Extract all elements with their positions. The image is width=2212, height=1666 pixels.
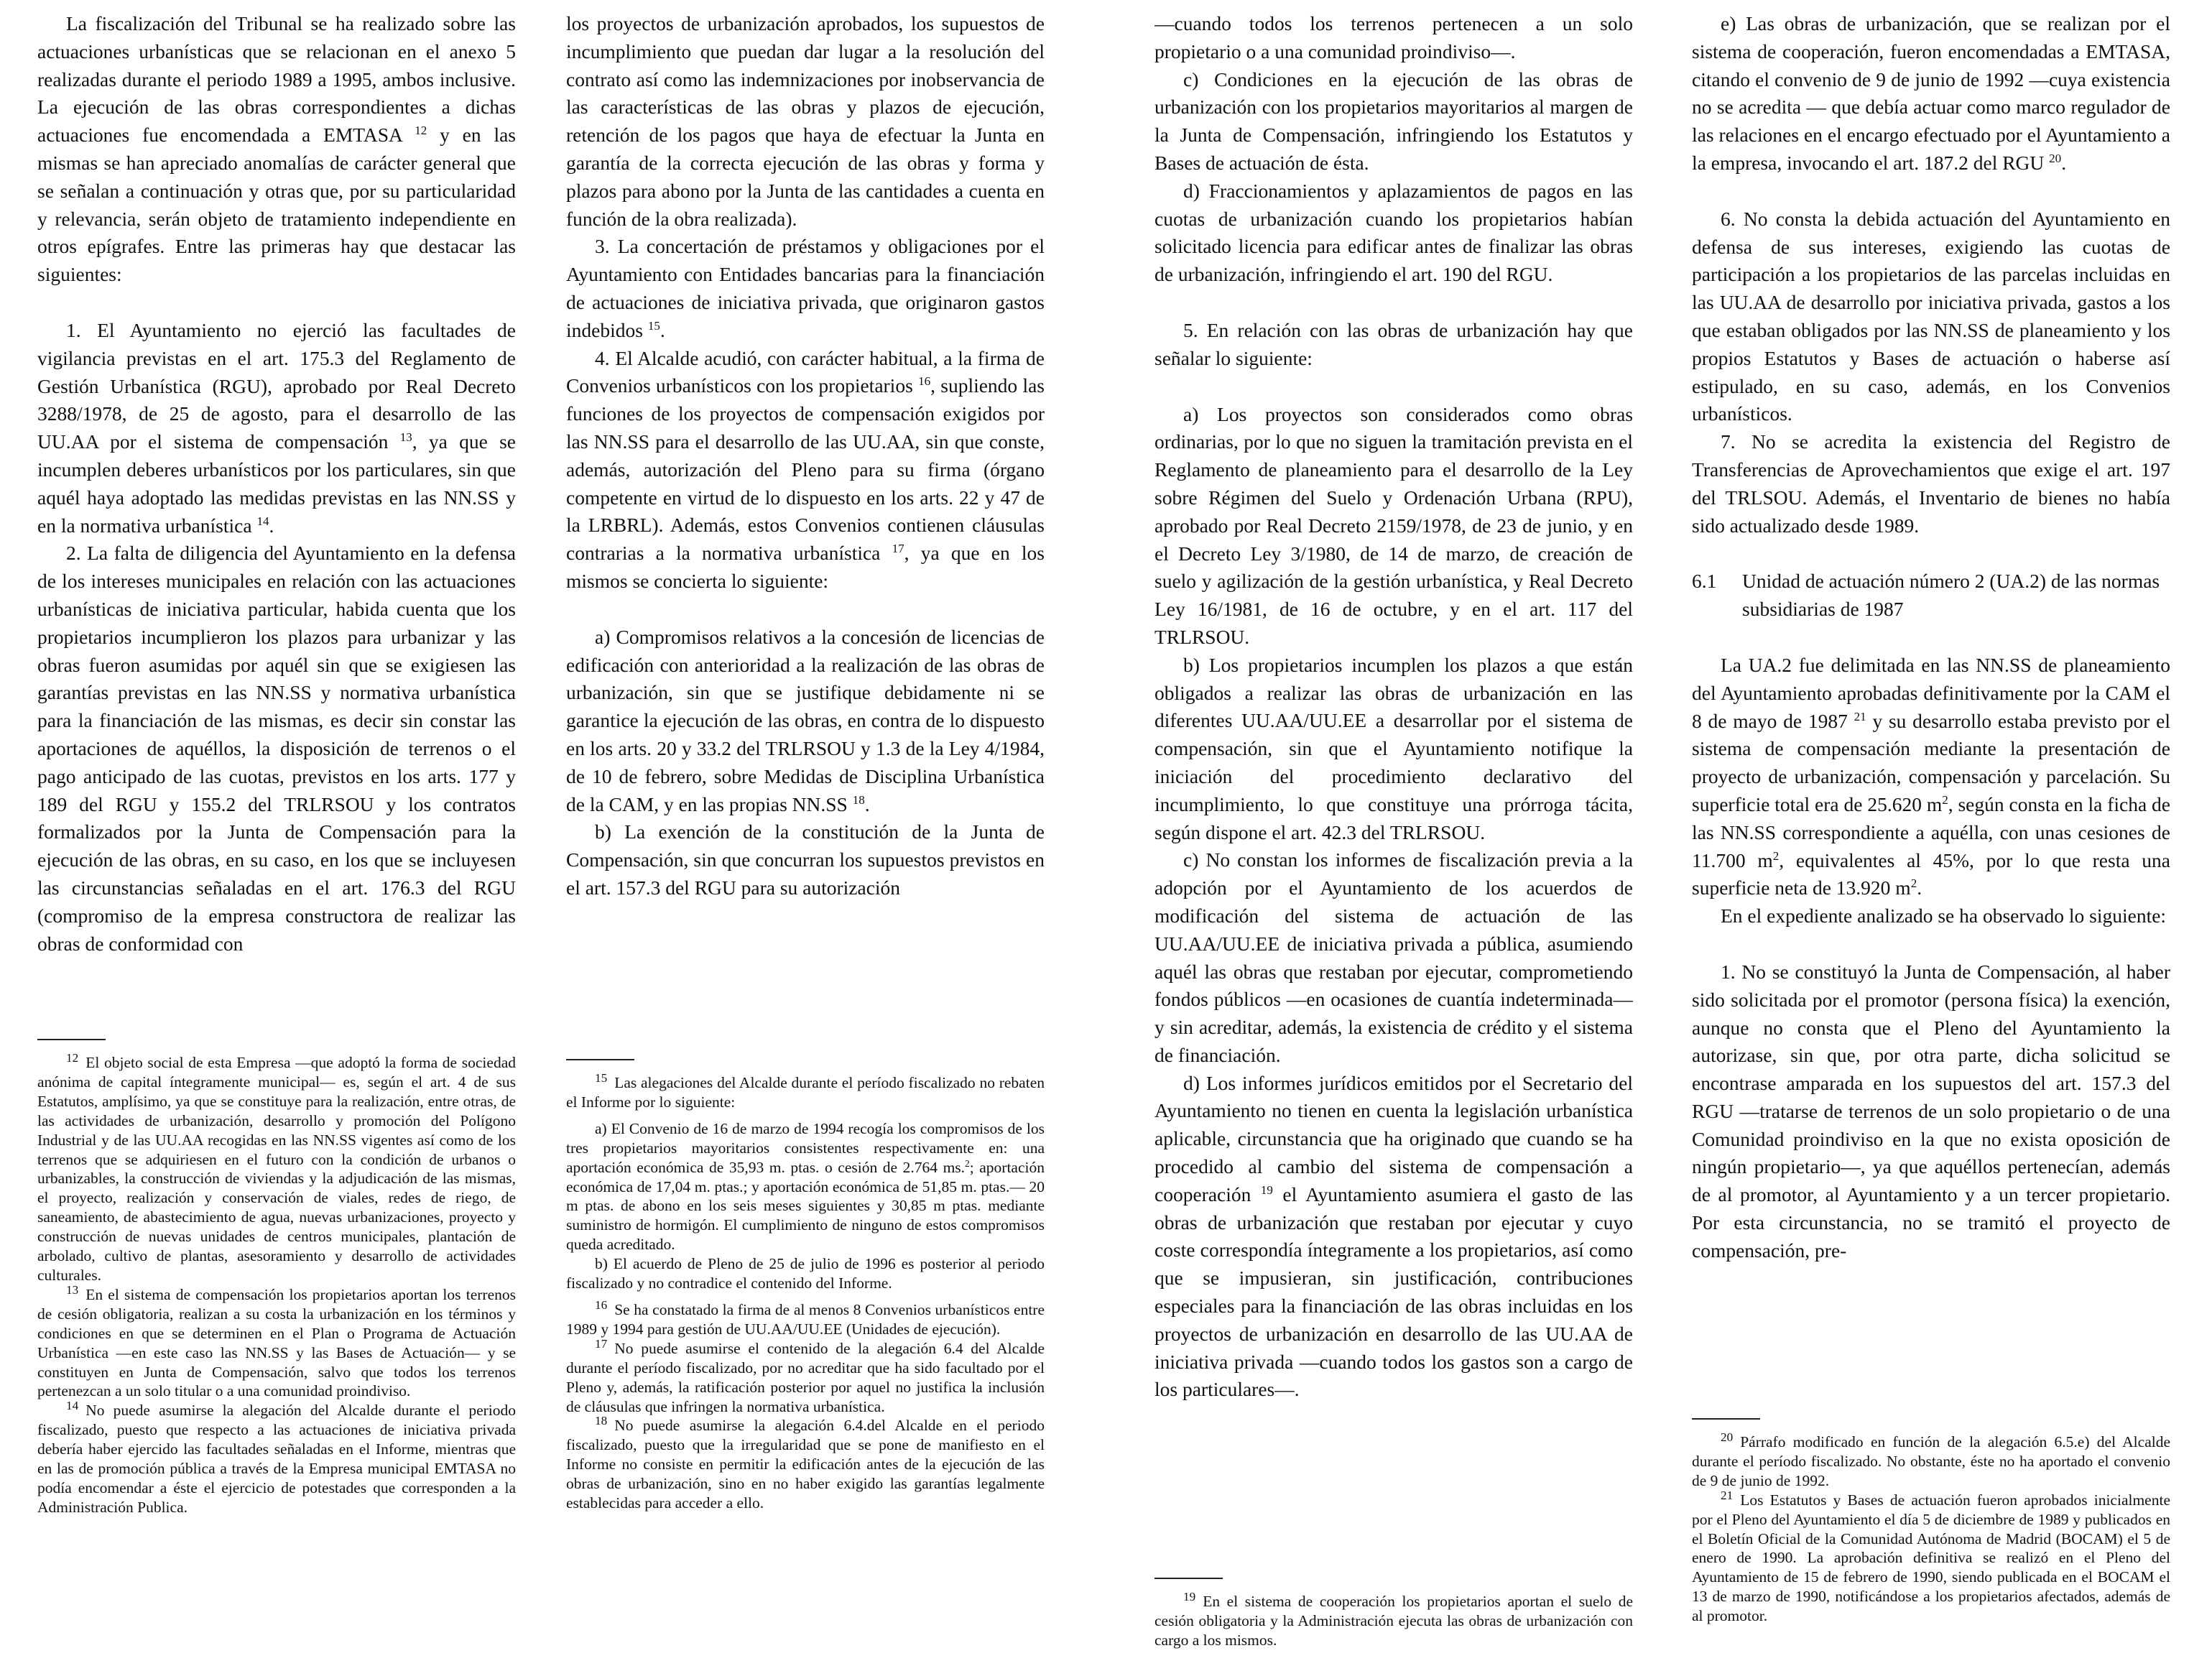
footnote-12: $^{12}$ El objeto social de esta Empresa —que adoptó la forma de sociedad anónima de capital íntegramente municipal— es, según el art. 4 de sus Estatutos, amplísimo, ya que se constituye para la realización, entre otras, de las actividades de urbanización, desarrollo y promoción del Polígono Industrial y de las UU.AA recogidas en las NN.SS vigentes así como de los terrenos que se adquiriesen en el futuro con la condición de urbanos o urbanizables, la construcción de viviendas y la adjudicación de las mismas, el proyecto, realización y conservación de viales, redes de riego, de saneamiento, de abastecimiento de agua, nuevas urbanizaciones, proyecto y construcción de nuevas unidades de centros municipales, plantación de arbolado, cultivo de plantas, asesoramiento y desarrollo de actividades culturales. — [37, 1050, 516, 1284]
section-heading: 6.1 Unidad de actuación número 2 (UA.2) de las normas subsidiarias de 1987 — [1692, 570, 2160, 621]
paragraph: b) La exención de la constitución de la Junta de Compensación, sin que concurran los supuestos previstos en el art. 157.3 del RGU para su autorización — [566, 820, 1045, 899]
paragraph: b) Los propietarios incumplen los plazos a que están obligados a realizar las obras de urbanización en las diferentes UU.AA/UU.EE a desarrollar por el sistema de compensación, sin que el Ayuntamiento notifique la iniciación del procedimiento declarativo del incumplimiento, lo que constituye una prórroga tácita, según dispone el art. 42.3 del TRLRSOU. — [1154, 653, 1633, 843]
footnotes — [1154, 1589, 1633, 1650]
column-4-body — [1692, 10, 2170, 1265]
footnote-ref: 17 — [892, 541, 904, 555]
footnote-ref: 20 — [2049, 151, 2062, 165]
paragraph: 4. El Alcalde acudió, con carácter habitual, a la firma de Convenios urbanísticos con los propietarios $^{16}$, supliendo las funciones de los proyectos de compensación exigidos por las NN.SS para el desarrollo de las UU.AA, sin que conste, además, autorización del Pleno para su firma (órgano competente en virtud de lo dispuesto en los arts. 22 y 47 de la LRBRL). Además, estos Convenios contienen cláusulas contrarias a la normativa urbanística $^{17}$, ya que en los mismos se concierta lo siguiente: — [566, 346, 1045, 592]
footnote-14: $^{14}$ No puede asumirse la alegación del Alcalde durante el periodo fiscalizado, puesto que respecto a las actuaciones de iniciativa privada debería haber ejercido las facultades señaladas en el Informe, mientras que en las de promoción pública a través de la Empresa municipal EMTASA no podía encomendar a éste el ejercicio de potestades que corresponden a la Administración Publica. — [37, 1399, 516, 1516]
footnote-19: $^{19}$ En el sistema de cooperación los propietarios aportan el suelo de cesión obligatoria y la Administración ejecuta las obras de urbanización con cargo a los mismos. — [1154, 1589, 1633, 1649]
paragraph: La fiscalización del Tribunal se ha realizado sobre las actuaciones urbanísticas que se relacionan en el anexo 5 realizadas durante el periodo 1989 a 1995, ambos inclusive. La ejecución de las obras correspondientes a dichas actuaciones fue encomendada a EMTASA $^{12}$ y en las mismas se han apreciado anomalías de carácter general que se señalan a continuación y otras que, por su particularidad y relevancia, serán objeto de tratamiento independiente en otros epígrafes. Entre las primeras hay que destacar las siguientes: — [37, 12, 516, 286]
column-3 — [1154, 10, 1633, 1655]
footnote-15: $^{15}$ Las alegaciones del Alcalde durante el período fiscalizado no rebaten el Informe por lo siguiente: — [566, 1070, 1045, 1111]
footnote-17: $^{17}$ No puede asumirse el contenido de la alegación 6.4 del Alcalde durante el período fiscalizado, por no acreditar que ha sido facultado por el Pleno y, además, la ratificación posterior por aquel no justifica la inclusión de cláusulas que infringen la normativa urbanística. — [566, 1336, 1045, 1415]
footnote-18: $^{18}$ No puede asumirse la alegación 6.4.del Alcalde en el periodo fiscalizado, puesto que la irregularidad que se pone de manifiesto en el Informe no consiste en permitir la edificación antes de la ejecución de las obras de urbanización, sino en no haber exigido las garantías legalmente establecidas para acceder a ello. — [566, 1414, 1045, 1512]
column-1 — [37, 10, 516, 1655]
footnote-ref: 12 — [415, 124, 427, 138]
footnote-divider — [1692, 1418, 1760, 1420]
footnote-ref: 19 — [1260, 1183, 1273, 1197]
column-2-body — [566, 10, 1045, 902]
paragraph: a) Los proyectos son considerados como obras ordinarias, por lo que no siguen la tramitación prevista en el Reglamento de planeamiento para el desarrollo de la Ley sobre Régimen del Suelo y Ordenación Urbana (RPU), aprobado por Real Decreto 2159/1978, de 23 de junio, y en el Decreto Ley 3/1980, de 14 de marzo, de creación de suelo y agilización de la gestión urbanística, y Real Decreto Ley 16/1981, de 16 de octubre, y en el art. 117 del TRLRSOU. — [1154, 402, 1633, 648]
footnote-16: $^{16}$ Se ha constatado la firma de al menos 8 Convenios urbanísticos entre 1989 y 1994 para gestión de UU.AA/UU.EE (Unidades de ejecución). — [566, 1297, 1045, 1338]
column-2 — [566, 10, 1045, 1655]
footnotes — [37, 1050, 516, 1517]
paragraph: c) Condiciones en la ejecución de las obras de urbanización con los propietarios mayoritarios al margen de la Junta de Compensación, infringiendo los Estatutos y Bases de actuación de ésta. — [1154, 68, 1633, 174]
column-4 — [1692, 10, 2170, 1655]
paragraph: 1. No se constituyó la Junta de Compensación, al haber sido solicitada por el promotor (persona física) la exención, aunque no consta que el Pleno del Ayuntamiento la autorizase, sin que, por otra parte, dicha solicitud se encontrase amparada en los supuestos del art. 157.3 del RGU —tratarse de terrenos de un solo propietario o de una Comunidad proindiviso en la que no exista oposición de ningún propietario—, ya que aquéllos pertenecían, además de al promotor, al Ayuntamiento y a un tercer propietario. Por esta circunstancia, no se tramitó el proyecto de compensación, pre- — [1692, 960, 2170, 1262]
footnote-21: $^{21}$ Los Estatutos y Bases de actuación fueron aprobados inicialmente por el Pleno del Ayuntamiento el día 5 de diciembre de 1989 y publicados en el Boletín Oficial de la Comunidad Autónoma de Madrid (BOCAM) el 5 de enero de 1990. La aprobación definitiva se realizó en el Pleno del Ayuntamiento de 15 de febrero de 1990, siendo publicada en el BOCAM el 13 de marzo de 1990, notificándose a los propietarios afectados, además de al promotor. — [1692, 1488, 2170, 1625]
paragraph: La UA.2 fue delimitada en las NN.SS de planeamiento del Ayuntamiento aprobadas definitivamente por la CAM el 8 de mayo de 1987 $^{21}$ y su desarrollo estaba previsto por el sistema de compensación mediante la presentación de proyecto de urbanización, compensación y parcelación. Su superficie total era de 25.620 $m^2$, según consta en la ficha de las NN.SS correspondiente a aquélla, con unas cesiones de 11.700 $m^2$, equivalentes al 45%, por lo que resta una superficie neta de 13.920 $m^2$. — [1692, 653, 2170, 899]
footnote-divider — [1154, 1578, 1223, 1579]
paragraph: e) Las obras de urbanización, que se realizan por el sistema de cooperación, fueron encomendadas a EMTASA, citando el convenio de 9 de junio de 1992 —cuya existencia no se acredita — que debía actuar como marco regulador de las relaciones en el encargo efectuado por el Ayuntamiento a la empresa, invocando el art. 187.2 del RGU $^{20}$. — [1692, 12, 2170, 174]
footnotes — [566, 1070, 1045, 1513]
footnote-ref: 16 — [918, 374, 931, 389]
footnote-ref: 18 — [852, 792, 865, 807]
paragraph: 6. No consta la debida actuación del Ayuntamiento en defensa de sus intereses, exigiendo las cuotas de participación a los propietarios de las parcelas incluidas en las UU.AA de desarrollo por iniciativa privada, gastos a los que estaban obligados por las NN.SS de planeamiento y los propios Estatutos y Bases de actuación o haberse así estipulado, en su caso, además, en los Convenios urbanísticos. — [1692, 207, 2170, 425]
footnotes — [1692, 1430, 2170, 1626]
paragraph: —cuando todos los terrenos pertenecen a un solo propietario o a una comunidad proindiviso—. — [1154, 12, 1633, 63]
paragraph: 1. El Ayuntamiento no ejerció las facultades de vigilancia previstas en el art. 175.3 del Reglamento de Gestión Urbanística (RGU), aprobado por Real Decreto 3288/1978, de 25 de agosto, para el desarrollo de las UU.AA por el sistema de compensación $^{13}$, ya que se incumplen deberes urbanísticos por los particulares, sin que aquél haya adoptado las medidas previstas en las NN.SS y en la normativa urbanística $^{14}$. — [37, 318, 516, 537]
column-3-body — [1154, 10, 1633, 1404]
paragraph: d) Fraccionamientos y aplazamientos de pagos en las cuotas de urbanización cuando los propietarios habían solicitado licencia para edificar antes de finalizar las obras de urbanización, infringiendo el art. 190 del RGU. — [1154, 179, 1633, 286]
footnote-divider — [566, 1059, 634, 1060]
paragraph: d) Los informes jurídicos emitidos por el Secretario del Ayuntamiento no tienen en cuenta la legislación urbanística aplicable, circunstancia que ha originado que cuando se ha procedido al cambio del sistema de compensación a cooperación $^{19}$ el Ayuntamiento asumiera el gasto de las obras de urbanización que restaban por ejecutar y cuyo coste correspondía íntegramente a los propietarios, así como que se impusieran, sin justificación, contribuciones especiales para la financiación de las obras incluidas en los proyectos de urbanización en desarrollo de las UU.AA de iniciativa privada —cuando todos los gastos son a cargo de los particulares—. — [1154, 1071, 1633, 1401]
footnote-ref: 15 — [647, 318, 660, 333]
footnote-15-a: a) El Convenio de 16 de marzo de 1994 recogía los compromisos de los tres propietarios mayoritarios consistentes respectivamente en: una aportación económica de 35,93 m. ptas. o cesión de 2.764 ms.$^2$; aportación económica de 17,04 m. ptas.; y aportación económica de 51,85 m. ptas.— 20 m ptas. de abono en los seis meses siguientes y 30,85 m ptas. mediante suministro de hormigón. El cumplimiento de ninguno de estos compromisos queda acreditado. — [566, 1119, 1045, 1254]
paragraph: los proyectos de urbanización aprobados, los supuestos de incumplimiento que puedan dar lugar a la resolución del contrato así como las indemnizaciones por inobservancia de las características de las obras y plazos de ejecución, retención de los pagos que haya de efectuar la Junta en garantía de la correcta ejecución de las obras y forma y plazos para abono por la Junta de las cantidades a cuenta en función de la obra realizada). — [566, 12, 1045, 230]
paragraph: c) No constan los informes de fiscalización previa a la adopción por el Ayuntamiento de los acuerdos de modificación del sistema de actuación de las UU.AA/UU.EE de iniciativa privada a pública, asumiendo aquél las obras que restaban por ejecutar, comprometiendo fondos públicos —en ocasiones de cuantía indeterminada— y sin acreditar, además, la existencia de crédito y el sistema de financiación. — [1154, 848, 1633, 1066]
footnote-ref: 13 — [399, 430, 412, 444]
paragraph: 2. La falta de diligencia del Ayuntamiento en la defensa de los intereses municipales en relación con las actuaciones urbanísticas de iniciativa particular, habida cuenta que los propietarios incumplieron los plazos para urbanizar y las obras fueron asumidas por aquél sin que se exigiesen las garantías previstas en las NN.SS y normativa urbanística para la financiación de las mismas, es decir sin constar las aportaciones de aquéllos, la disposición de terrenos o el pago anticipado de las cuotas, previstos en los arts. 177 y 189 del RGU y 155.2 del TRLRSOU y los contratos formalizados por la Junta de Compensación para la ejecución de las obras, en su caso, en los que se incluyesen las circunstancias señaladas en el art. 176.3 del RGU (compromiso de la empresa constructora de realizar las obras de conformidad con — [37, 542, 516, 955]
paragraph: a) Compromisos relativos a la concesión de licencias de edificación con anterioridad a la realización de las obras de urbanización, sin que se justifique debidamente ni se garantice la ejecución de las obras, en contra de lo dispuesto en los arts. 20 y 33.2 del TRLRSOU y 1.3 de la Ley 4/1984, de 10 de febrero, sobre Medidas de Disciplina Urbanística de la CAM, y en las propias NN.SS $^{18}$. — [566, 625, 1045, 815]
paragraph: 3. La concertación de préstamos y obligaciones por el Ayuntamiento con Entidades bancarias para la financiación de actuaciones de iniciativa privada, que originaron gastos indebidos $^{15}$. — [566, 235, 1045, 341]
footnote-15-b: b) El acuerdo de Pleno de 25 de julio de 1996 es posterior al periodo fiscalizado y no contradice el contenido del Informe. — [566, 1255, 1045, 1292]
footnote-13: $^{13}$ En el sistema de compensación los propietarios aportan los terrenos de cesión obligatoria, realizan a su costa la urbanización en los términos y condiciones en que se determinen en el Plan o Programa de Actuación Urbanística —en este caso las NN.SS y las Bases de Actuación— y se constituyen en Junta de Compensación, salvo que todos los terrenos pertenezcan a un solo titular o a una comunidad proindiviso. — [37, 1282, 516, 1400]
footnote-ref: 21 — [1854, 709, 1866, 723]
paragraph: 5. En relación con las obras de urbanización hay que señalar lo siguiente: — [1154, 318, 1633, 369]
footnote-20: $^{20}$ Párrafo modificado en función de la alegación 6.5.e) del Alcalde durante el período fiscalizado. No obstante, éste no ha aportado el convenio de 9 de junio de 1992. — [1692, 1430, 2170, 1489]
column-1-body — [37, 10, 516, 958]
footnote-divider — [37, 1039, 106, 1040]
paragraph: 7. No se acredita la existencia del Registro de Transferencias de Aprovechamientos que exige el art. 197 del TRLSOU. Además, el Inventario de bienes no había sido actualizado desde 1989. — [1692, 430, 2170, 537]
paragraph: En el expediente analizado se ha observado lo siguiente: — [1721, 904, 2167, 927]
footnote-ref: 14 — [256, 514, 269, 528]
